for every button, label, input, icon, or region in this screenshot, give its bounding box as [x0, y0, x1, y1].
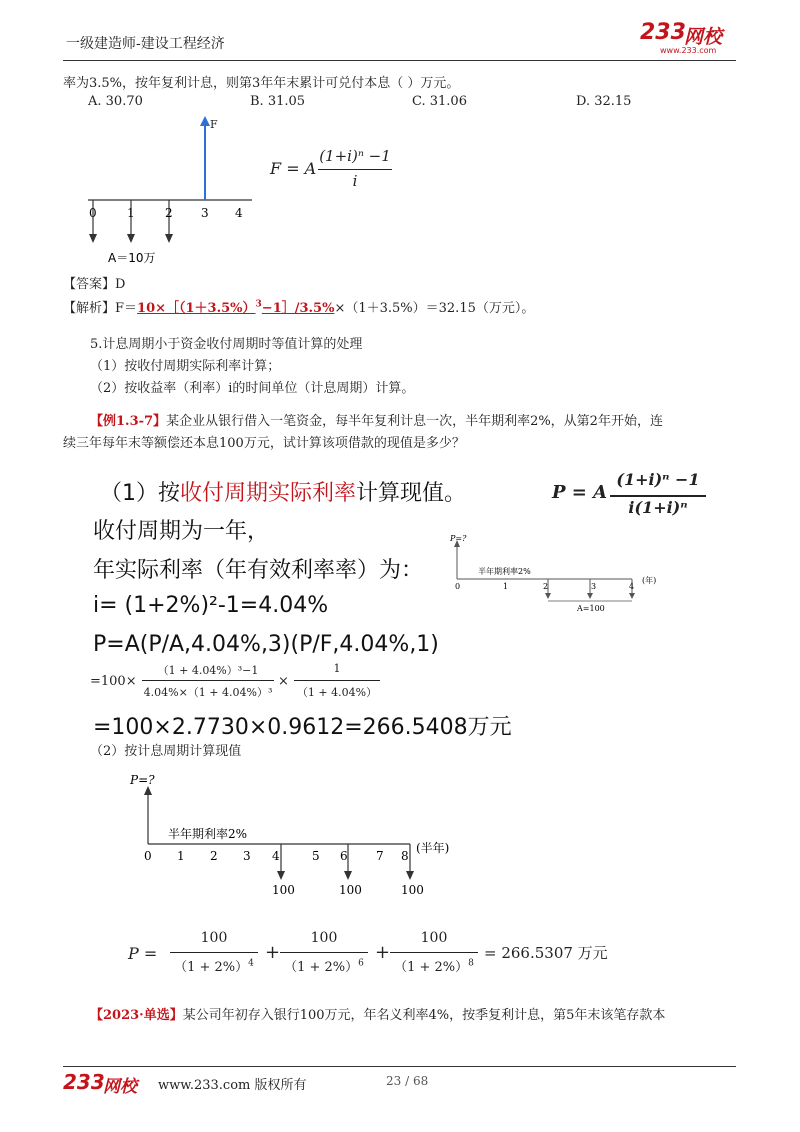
- p-label-2: P=?: [450, 534, 467, 543]
- pv-num-2: 100: [310, 930, 338, 946]
- formula-p-lhs: P = A: [552, 482, 608, 503]
- example-tag: 【例1.3-7】: [90, 414, 167, 429]
- question-2023-tag: 【2023·单选】: [90, 1008, 183, 1023]
- question-2023-text: 某公司年初存入银行100万元，年名义利率4%，按季复利计息，第5年末该笔存款本: [182, 1008, 666, 1023]
- section-title: 5.计息周期小于资金收付周期时等值计算的处理: [90, 337, 363, 352]
- cashflow-diagram-2: [440, 532, 670, 617]
- fraction-bar: [318, 169, 392, 170]
- pv-den-1: [170, 956, 258, 975]
- calc-bar-2: [294, 680, 380, 681]
- tick3-2: 2: [210, 849, 218, 863]
- amount-3: 100: [401, 883, 424, 897]
- cashflow-diagram-3: [120, 770, 480, 900]
- example-line-1: [90, 410, 663, 429]
- logo-url: www.233.com: [660, 46, 717, 55]
- calc-denominator-1: 4.04%×（1 + 4.04%）³: [143, 686, 273, 699]
- analysis-prefix: 【解析】F＝: [63, 301, 138, 316]
- pv-den-3-base: （1 + 2%）: [394, 960, 469, 975]
- pv-num-1: 100: [200, 930, 228, 946]
- tick2-4: 4: [629, 582, 635, 591]
- method1-result: =100×2.7730×0.9612=266.5408万元: [93, 715, 512, 740]
- f-label: F: [210, 118, 218, 131]
- method1-line-3: 年实际利率（年有效利率率）为：: [93, 558, 424, 583]
- analysis-suffix: ×（1＋3.5%）＝32.15（万元）。: [334, 301, 535, 316]
- footer-logo: [63, 1070, 163, 1096]
- unit-label-2: (年): [642, 576, 657, 585]
- tick3-0: 0: [144, 849, 152, 863]
- tick3-7: 7: [376, 849, 384, 863]
- tick2-1: 1: [503, 582, 509, 591]
- pv-lhs: P =: [128, 944, 158, 963]
- tick2-0: 0: [455, 582, 461, 591]
- tick2-2: 2: [543, 582, 549, 591]
- pv-den-1-exp: 4: [248, 958, 254, 969]
- calc-numerator-1: （1 + 4.04%）³−1: [157, 664, 259, 677]
- method1-calc: [90, 662, 390, 706]
- tick3-5: 5: [312, 849, 320, 863]
- option-a: A. 30.70: [88, 94, 143, 109]
- brand-logo: [640, 20, 736, 60]
- method1-heading-b: 计算现值。: [356, 481, 467, 506]
- tick3-3: 3: [243, 849, 251, 863]
- pv-plus-2: +: [375, 942, 391, 963]
- a-label-2: A=100: [577, 604, 605, 613]
- method1-heading-red: 收付周期实际利率: [180, 481, 357, 506]
- logo-text: 网校: [684, 26, 723, 48]
- pv-plus-1: +: [265, 942, 281, 963]
- header-rule: [63, 60, 736, 61]
- tick2-3: 3: [591, 582, 597, 591]
- tick3-6: 6: [340, 849, 348, 863]
- analysis: [63, 297, 534, 316]
- formula-f-denominator: i: [352, 172, 358, 190]
- cashflow-diagram-1: [80, 110, 270, 270]
- pv-den-1-base: （1 + 2%）: [174, 960, 249, 975]
- pv-bar-3: [390, 952, 478, 953]
- tick3-1: 1: [177, 849, 185, 863]
- unit-label-3: (半年): [416, 841, 450, 855]
- example-line-2: 续三年每年末等额偿还本息100万元，试计算该项借款的现值是多少？: [63, 436, 465, 451]
- calc-multiply: ×: [278, 674, 289, 689]
- option-c: C. 31.06: [412, 94, 467, 109]
- tick-2: 2: [165, 206, 173, 220]
- pv-den-3: [390, 956, 478, 975]
- analysis-formula-b: −1］/3.5%: [261, 301, 335, 316]
- calc-numerator-2: 1: [333, 662, 341, 675]
- pv-num-3: 100: [420, 930, 448, 946]
- tick-3: 3: [201, 206, 209, 220]
- pv-den-2-base: （1 + 2%）: [284, 960, 359, 975]
- option-b: B. 31.05: [250, 94, 306, 109]
- formula-f-lhs: F = A: [270, 159, 317, 178]
- pv-bar-2: [280, 952, 368, 953]
- tick-4: 4: [235, 206, 243, 220]
- pv-result: = 266.5307 万元: [484, 944, 608, 962]
- method1-heading: [100, 476, 466, 507]
- analysis-formula-a: 10×［（1＋3.5%）: [137, 301, 256, 316]
- option-d: D. 32.15: [576, 94, 632, 109]
- method1-line-2: 收付周期为一年，: [93, 519, 270, 544]
- answer-label: 【答案】D: [63, 277, 126, 292]
- rate-label-3: 半年期利率2%: [168, 827, 248, 841]
- rate-label-2: 半年期利率2%: [478, 567, 531, 576]
- footer-logo-text: 网校: [103, 1077, 137, 1097]
- pv-bar-1: [170, 952, 258, 953]
- formula-pv: [128, 930, 628, 980]
- calc-bar-1: [142, 680, 274, 681]
- a-label: A＝10万: [108, 251, 156, 265]
- tick-1: 1: [127, 206, 135, 220]
- formula-f-numerator: (1+i)ⁿ −1: [319, 147, 391, 165]
- method1-heading-a: （1）按: [100, 481, 180, 506]
- section-item-1: （1）按收付周期实际利率计算；: [90, 359, 281, 374]
- footer-logo-number: 233: [63, 1070, 105, 1094]
- amount-2: 100: [339, 883, 362, 897]
- question-stem: 率为3.5%，按年复利计息，则第3年年末累计可兑付本息（ ）万元。: [63, 76, 460, 91]
- tick3-4: 4: [272, 849, 280, 863]
- formula-p-bar: [610, 495, 706, 497]
- example-text-1: 某企业从银行借入一笔资金，每半年复利计息一次，半年期利率2%，从第2年开始，连: [166, 414, 663, 429]
- section-item-2: （2）按收益率（利率）i的时间单位（计息周期）计算。: [90, 381, 415, 396]
- footer-rule: [63, 1066, 736, 1067]
- calc-prefix: =100×: [90, 674, 137, 689]
- header-title: 一级建造师-建设工程经济: [66, 36, 225, 52]
- analysis-formula-exp: 3: [255, 299, 262, 310]
- amount-1: 100: [272, 883, 295, 897]
- question-2023: [90, 1004, 665, 1023]
- formula-p-numerator: (1+i)ⁿ −1: [616, 470, 700, 489]
- logo-number: 233: [640, 20, 686, 45]
- formula-p-denominator: i(1+i)ⁿ: [628, 498, 688, 517]
- tick-0: 0: [89, 206, 97, 220]
- p-label-3: P=?: [130, 773, 155, 787]
- method2-heading: （2）按计息周期计算现值: [90, 744, 242, 759]
- pv-den-2: [280, 956, 368, 975]
- formula-p: [552, 470, 712, 524]
- calc-denominator-2: （1 + 4.04%）: [296, 686, 378, 699]
- tick3-8: 8: [401, 849, 409, 863]
- method1-line-5: P=A(P/A,4.04%,3)(P/F,4.04%,1): [93, 632, 439, 657]
- pv-den-2-exp: 6: [358, 958, 364, 969]
- method1-line-4: i= (1+2%)²-1=4.04%: [93, 593, 329, 618]
- pv-den-3-exp: 8: [468, 958, 474, 969]
- formula-f: [270, 145, 400, 195]
- page-number: 23 / 68: [386, 1074, 429, 1088]
- footer-site: www.233.com 版权所有: [158, 1078, 307, 1093]
